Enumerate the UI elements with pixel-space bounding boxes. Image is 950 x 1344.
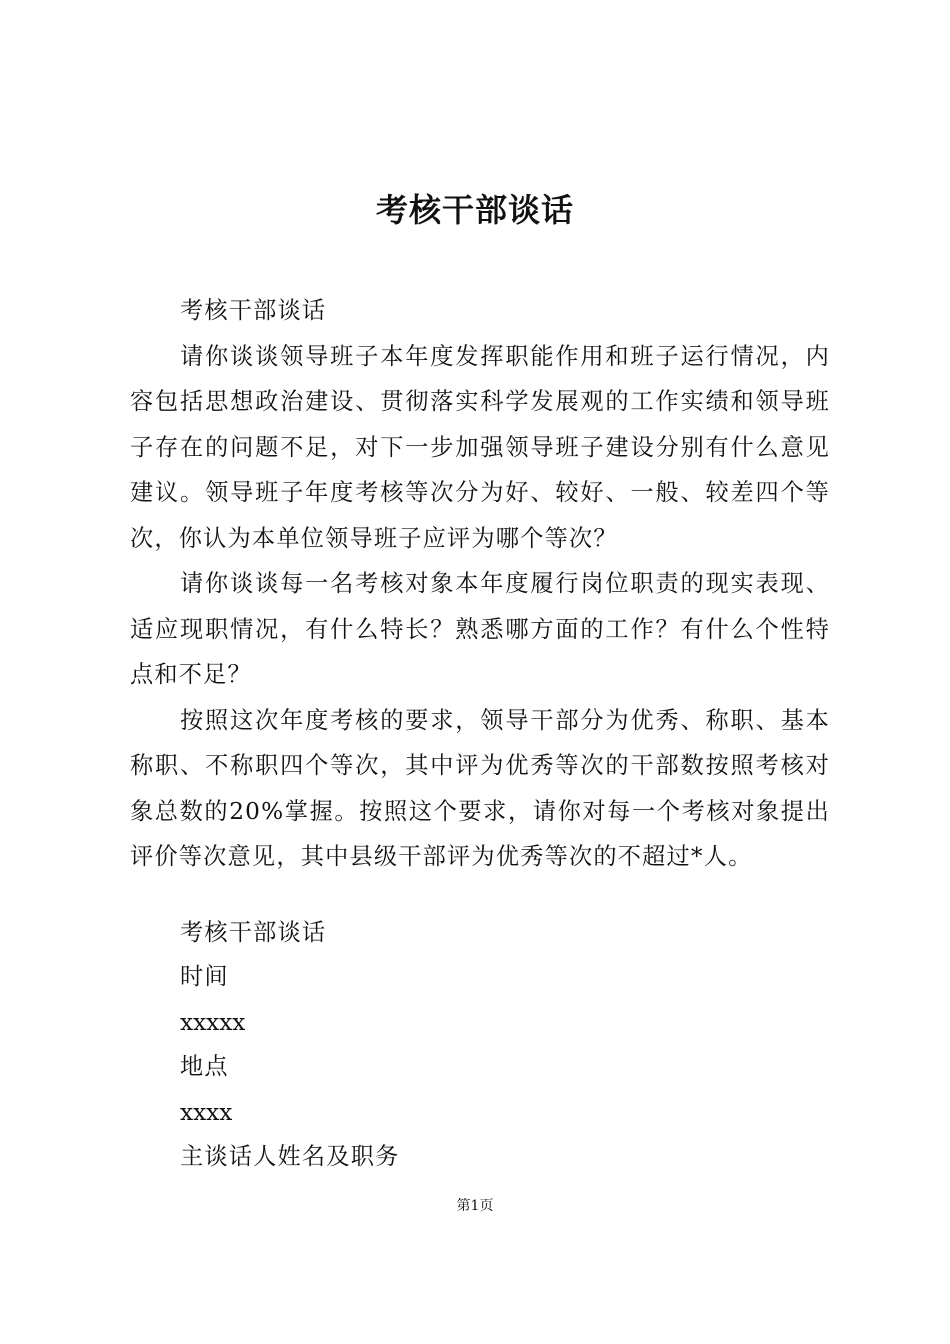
page-number: 第1页 <box>456 1198 494 1214</box>
paragraph-heading: 考核干部谈话 <box>180 297 327 324</box>
paragraph-individual-performance: 请你谈谈每一名考核对象本年度履行岗位职责的现实表现、适应现职情况，有什么特长？熟悉哪方面的工作？有什么个性特点和不足？ <box>130 570 830 688</box>
document-title: 考核干部谈话 <box>375 191 574 229</box>
place-value: xxxx <box>180 1099 233 1126</box>
record-heading: 考核干部谈话 <box>180 919 327 946</box>
time-value: xxxxx <box>180 1009 246 1036</box>
interviewer-label: 主谈话人姓名及职务 <box>180 1143 400 1170</box>
place-label: 地点 <box>180 1053 229 1080</box>
document-body <box>130 288 830 880</box>
time-label: 时间 <box>180 963 229 990</box>
paragraph-leadership-evaluation: 请你谈谈领导班子本年度发挥职能作用和班子运行情况，内容包括思想政治建设、贯彻落实科学发展观的工作实绩和领导班子存在的问题不足，对下一步加强领导班子建设分别有什么意见建议。领导班子年度考核等次分为好、较好、一般、较差四个等次，你认为本单位领导班子应评为哪个等次？ <box>130 342 830 552</box>
paragraph-rating-requirements: 按照这次年度考核的要求，领导干部分为优秀、称职、基本称职、不称职四个等次，其中评为优秀等次的干部数按照考核对象总数的20%掌握。按照这个要求，请你对每一个考核对象提出评价等次意见，其中县级干部评为优秀等次的不超过*人。 <box>130 706 830 870</box>
